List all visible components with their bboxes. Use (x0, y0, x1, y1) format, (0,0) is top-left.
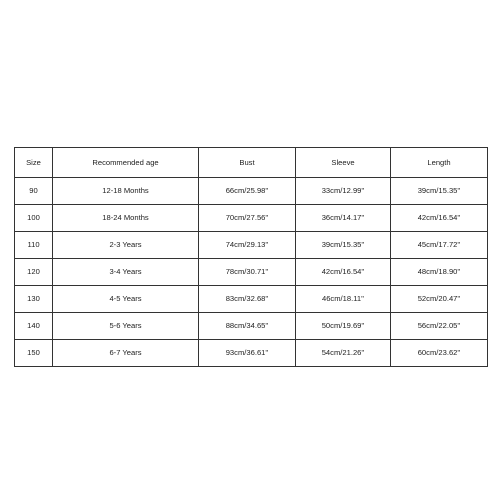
table-row (15, 178, 488, 205)
cell-size: 130 (15, 286, 53, 313)
cell-age: 2-3 Years (53, 232, 199, 259)
header-recommended-age: Recommended age (53, 148, 199, 178)
cell-sleeve: 36cm/14.17'' (296, 205, 391, 232)
cell-bust: 70cm/27.56'' (199, 205, 296, 232)
cell-size: 90 (15, 178, 53, 205)
cell-size: 150 (15, 340, 53, 367)
cell-bust: 74cm/29.13'' (199, 232, 296, 259)
table-row (15, 340, 488, 367)
cell-length: 52cm/20.47'' (391, 286, 488, 313)
table-header-row (15, 148, 488, 178)
table-row (15, 259, 488, 286)
cell-sleeve: 46cm/18.11'' (296, 286, 391, 313)
table-row (15, 286, 488, 313)
cell-bust: 88cm/34.65'' (199, 313, 296, 340)
cell-length: 60cm/23.62'' (391, 340, 488, 367)
table-row (15, 313, 488, 340)
header-length: Length (391, 148, 488, 178)
cell-age: 6-7 Years (53, 340, 199, 367)
cell-length: 56cm/22.05'' (391, 313, 488, 340)
cell-sleeve: 33cm/12.99'' (296, 178, 391, 205)
cell-size: 120 (15, 259, 53, 286)
table-row (15, 205, 488, 232)
cell-sleeve: 54cm/21.26'' (296, 340, 391, 367)
cell-size: 110 (15, 232, 53, 259)
cell-age: 18-24 Months (53, 205, 199, 232)
cell-bust: 78cm/30.71'' (199, 259, 296, 286)
header-size: Size (15, 148, 53, 178)
cell-length: 45cm/17.72'' (391, 232, 488, 259)
cell-bust: 83cm/32.68'' (199, 286, 296, 313)
cell-size: 140 (15, 313, 53, 340)
cell-sleeve: 50cm/19.69'' (296, 313, 391, 340)
cell-age: 4-5 Years (53, 286, 199, 313)
cell-size: 100 (15, 205, 53, 232)
cell-age: 5-6 Years (53, 313, 199, 340)
cell-sleeve: 39cm/15.35'' (296, 232, 391, 259)
cell-bust: 93cm/36.61'' (199, 340, 296, 367)
cell-length: 39cm/15.35'' (391, 178, 488, 205)
header-bust: Bust (199, 148, 296, 178)
cell-bust: 66cm/25.98'' (199, 178, 296, 205)
cell-age: 12-18 Months (53, 178, 199, 205)
cell-age: 3-4 Years (53, 259, 199, 286)
header-sleeve: Sleeve (296, 148, 391, 178)
cell-length: 42cm/16.54'' (391, 205, 488, 232)
cell-length: 48cm/18.90'' (391, 259, 488, 286)
table-row (15, 232, 488, 259)
size-chart-table (14, 147, 488, 367)
cell-sleeve: 42cm/16.54'' (296, 259, 391, 286)
